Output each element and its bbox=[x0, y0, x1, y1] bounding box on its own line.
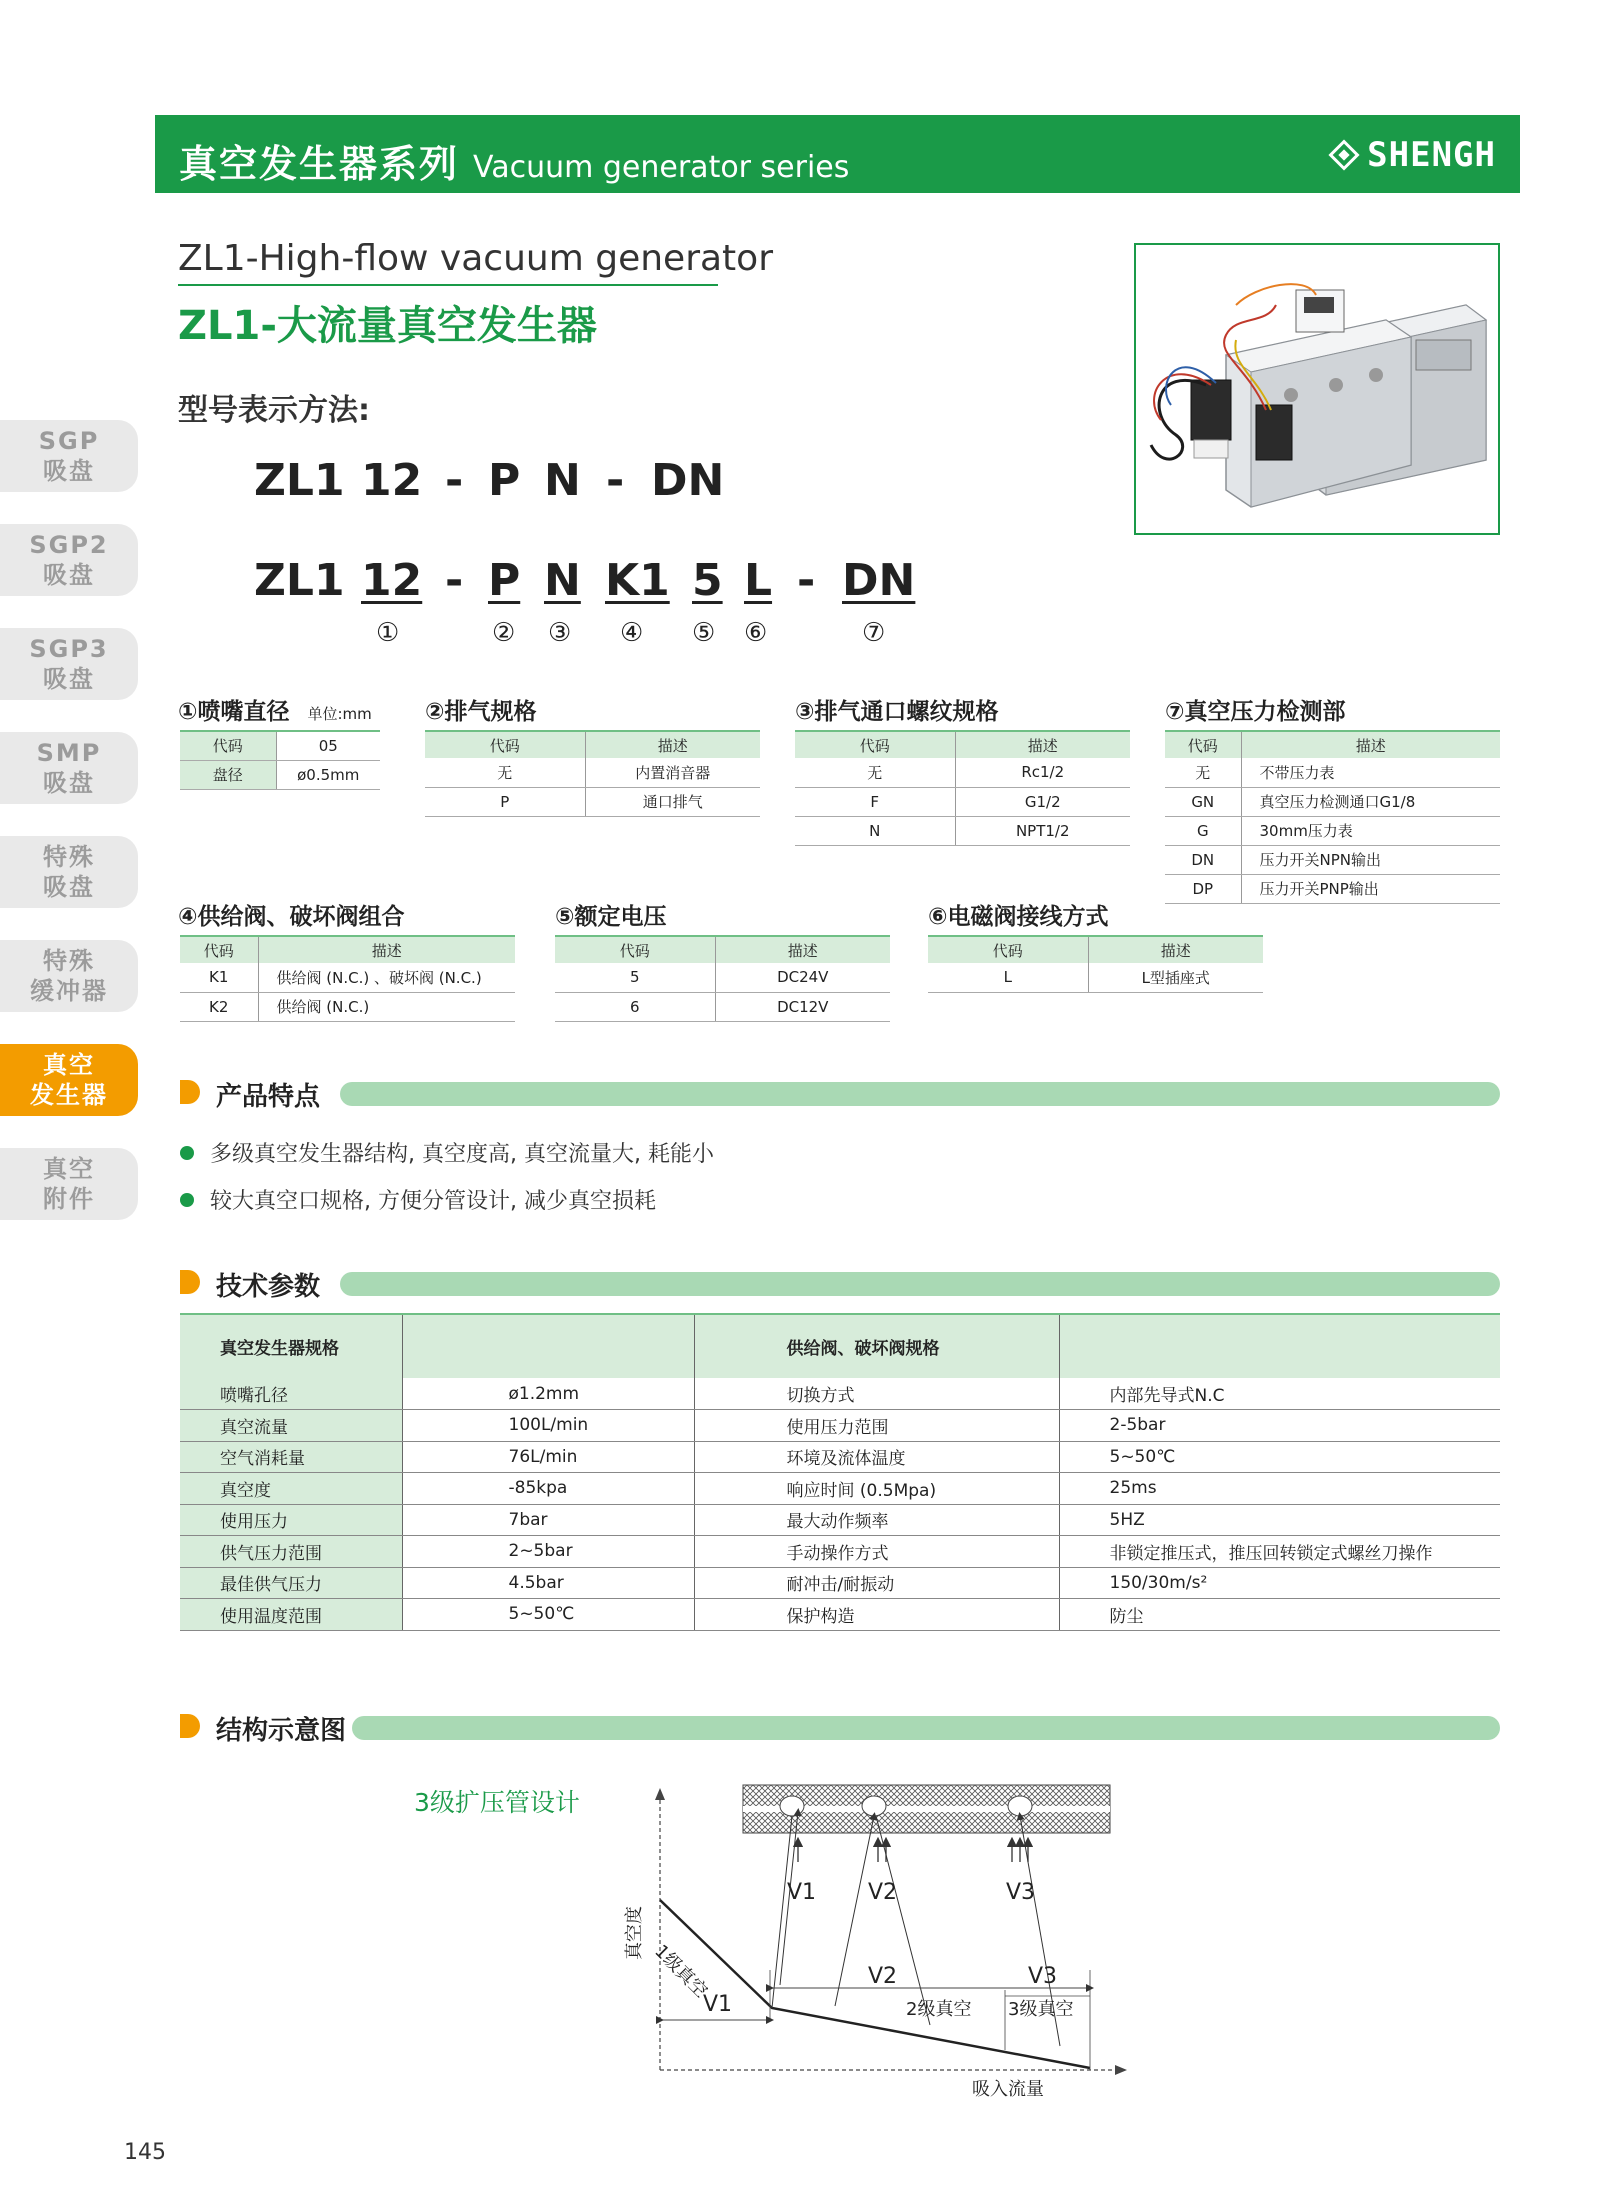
model-code-part: N bbox=[544, 455, 581, 506]
bullet-icon bbox=[180, 1146, 194, 1160]
header-bar bbox=[155, 115, 1520, 193]
section-marker-icon bbox=[180, 1270, 200, 1294]
table-row bbox=[425, 758, 760, 787]
features-title: 产品特点 bbox=[216, 1082, 321, 1112]
sidebar-tab-sgp3[interactable] bbox=[0, 628, 138, 700]
section-pill bbox=[340, 1082, 1500, 1106]
sidebar-tab-line: 缓冲器 bbox=[30, 977, 108, 1005]
table-cell: DC24V bbox=[715, 963, 890, 992]
table-row bbox=[1165, 758, 1500, 787]
table-row bbox=[425, 731, 760, 758]
table-cell: 手动操作方式 bbox=[694, 1536, 1059, 1568]
model-marker: ① bbox=[376, 618, 400, 648]
sidebar-tab-line: 发生器 bbox=[30, 1081, 108, 1109]
product-title-en: ZL1-High-flow vacuum generator bbox=[178, 238, 774, 279]
table-cell: 防尘 bbox=[1059, 1599, 1500, 1631]
table-cell: 通口排气 bbox=[585, 787, 760, 816]
table-header-cell bbox=[1059, 1314, 1500, 1378]
table-row bbox=[1165, 874, 1500, 903]
detect-spec-table bbox=[1165, 730, 1500, 904]
table-cell: 喷嘴孔径 bbox=[180, 1378, 402, 1410]
table-header-cell: 代码 bbox=[928, 936, 1088, 963]
sidebar-tab-line: 真空 bbox=[43, 1051, 95, 1079]
structure-diagram-svg bbox=[600, 1770, 1140, 2100]
brand-diamond-icon bbox=[1329, 139, 1360, 170]
model-code-part: P bbox=[488, 555, 521, 606]
table-header-cell: 供给阀、破坏阀规格 bbox=[694, 1314, 1059, 1378]
table-cell: ø0.5mm bbox=[276, 760, 380, 789]
table-row bbox=[795, 731, 1130, 758]
table-cell: 空气消耗量 bbox=[180, 1441, 402, 1473]
model-marker: ② bbox=[492, 618, 516, 648]
model-marker: ⑤ bbox=[692, 618, 716, 648]
table-cell: 2~5bar bbox=[402, 1536, 694, 1568]
table-row bbox=[180, 1314, 1500, 1378]
model-code-part: K1 bbox=[605, 555, 670, 606]
sidebar-tab-line: SGP3 bbox=[29, 635, 109, 663]
title-underline bbox=[178, 284, 718, 286]
table-cell: 耐冲击/耐振动 bbox=[694, 1567, 1059, 1599]
table-row bbox=[180, 992, 515, 1021]
table-cell: 环境及流体温度 bbox=[694, 1441, 1059, 1473]
model-code-part: ZL1 bbox=[254, 455, 345, 506]
table-cell: 05 bbox=[276, 731, 380, 760]
sidebar-tab-line: 特殊 bbox=[43, 947, 95, 975]
bullet-icon bbox=[180, 1193, 194, 1207]
table-cell: 100L/min bbox=[402, 1410, 694, 1442]
model-code-part: ZL1 bbox=[254, 555, 345, 606]
series-title-en: Vacuum generator series bbox=[473, 150, 850, 185]
feature-text: 较大真空口规格, 方便分管设计, 减少真空损耗 bbox=[210, 1189, 656, 1214]
table-row bbox=[180, 1473, 1500, 1505]
label-v1-top: V1 bbox=[787, 1880, 817, 1905]
label-v1-bottom: V1 bbox=[703, 1992, 733, 2017]
table-header-cell: 描述 bbox=[1088, 936, 1263, 963]
table-cell: L bbox=[928, 963, 1088, 992]
table-row bbox=[555, 992, 890, 1021]
table-cell: 7bar bbox=[402, 1504, 694, 1536]
table-cell: 最佳供气压力 bbox=[180, 1567, 402, 1599]
table-row bbox=[425, 787, 760, 816]
table-cell: G bbox=[1165, 816, 1241, 845]
model-code-part: - bbox=[445, 455, 464, 506]
table-header-cell: 描述 bbox=[955, 731, 1130, 758]
sidebar-tab-sgp[interactable] bbox=[0, 420, 138, 492]
sidebar-tab-special-cup[interactable] bbox=[0, 836, 138, 908]
model-code-part: 12 bbox=[361, 555, 423, 606]
table-row bbox=[180, 963, 515, 992]
sidebar-tab-line: SGP2 bbox=[29, 531, 109, 559]
table-cell: 使用压力 bbox=[180, 1504, 402, 1536]
sidebar-tab-vacuum-accessory[interactable] bbox=[0, 1148, 138, 1220]
table-cell: ø1.2mm bbox=[402, 1378, 694, 1410]
table-cell: NPT1/2 bbox=[955, 816, 1130, 845]
sidebar-tab-smp[interactable] bbox=[0, 732, 138, 804]
section-pill bbox=[340, 1272, 1500, 1296]
product-photo bbox=[1134, 243, 1500, 535]
section-pill bbox=[352, 1716, 1500, 1740]
table-header-cell: 描述 bbox=[258, 936, 515, 963]
table-cell: 保护构造 bbox=[694, 1599, 1059, 1631]
table-cell: DC12V bbox=[715, 992, 890, 1021]
table-cell: 25ms bbox=[1059, 1473, 1500, 1505]
sidebar-tab-special-buffer[interactable] bbox=[0, 940, 138, 1012]
table-header-cell: 描述 bbox=[1241, 731, 1500, 758]
table-cell: 4.5bar bbox=[402, 1567, 694, 1599]
detect-spec-title: ⑦真空压力检测部 bbox=[1165, 699, 1346, 725]
sidebar-tab-line: 吸盘 bbox=[43, 769, 95, 797]
table-cell: P bbox=[425, 787, 585, 816]
model-code-part: DN bbox=[842, 555, 916, 606]
model-code-part: L bbox=[744, 555, 773, 606]
table-row bbox=[180, 1378, 1500, 1410]
series-title-cn: 真空发生器系列 bbox=[179, 142, 460, 186]
label-stage1: 1级真空 bbox=[650, 1940, 712, 2002]
voltage-spec-title: ⑤额定电压 bbox=[555, 904, 667, 930]
feature-item bbox=[180, 1184, 656, 1215]
table-row bbox=[180, 731, 380, 760]
label-stage3: 3级真空 bbox=[1008, 1999, 1074, 2020]
table-cell: 150/30m/s² bbox=[1059, 1567, 1500, 1599]
table-cell: 内部先导式N.C bbox=[1059, 1378, 1500, 1410]
table-cell: 76L/min bbox=[402, 1441, 694, 1473]
voltage-spec-table bbox=[555, 935, 890, 1022]
label-stage2: 2级真空 bbox=[906, 1999, 972, 2020]
table-cell: 非锁定推压式，推压回转锁定式螺丝刀操作 bbox=[1059, 1536, 1500, 1568]
exhaust-spec-title: ②排气规格 bbox=[425, 699, 537, 725]
table-cell: 供气压力范围 bbox=[180, 1536, 402, 1568]
table-cell: Rc1/2 bbox=[955, 758, 1130, 787]
tech-title: 技术参数 bbox=[216, 1272, 321, 1302]
table-cell: 内置消音器 bbox=[585, 758, 760, 787]
table-cell: L型插座式 bbox=[1088, 963, 1263, 992]
table-cell: 真空度 bbox=[180, 1473, 402, 1505]
table-cell: 供给阀 (N.C.) 、破坏阀 (N.C.) bbox=[258, 963, 515, 992]
table-cell: 真空压力检测通口G1/8 bbox=[1241, 787, 1500, 816]
wiring-spec-table bbox=[928, 935, 1263, 993]
table-row bbox=[1165, 731, 1500, 758]
table-cell: 响应时间 (0.5Mpa) bbox=[694, 1473, 1059, 1505]
model-code-part: - bbox=[797, 555, 816, 606]
model-code-part: - bbox=[445, 555, 464, 606]
model-marker: ③ bbox=[548, 618, 572, 648]
model-code-part: P bbox=[488, 455, 521, 506]
brand-logo bbox=[1333, 135, 1496, 175]
table-cell: -85kpa bbox=[402, 1473, 694, 1505]
sidebar-tab-vacuum-generator[interactable] bbox=[0, 1044, 138, 1116]
table-cell: 5~50℃ bbox=[1059, 1441, 1500, 1473]
table-cell: 压力开关PNP输出 bbox=[1241, 874, 1500, 903]
sidebar-tab-line: 附件 bbox=[43, 1185, 95, 1213]
table-row bbox=[795, 758, 1130, 787]
table-row bbox=[928, 936, 1263, 963]
table-cell: DN bbox=[1165, 845, 1241, 874]
sidebar-tab-line: 吸盘 bbox=[43, 561, 95, 589]
tech-params-table bbox=[180, 1313, 1500, 1631]
series-title bbox=[179, 133, 849, 188]
sidebar-tab-sgp2[interactable] bbox=[0, 524, 138, 596]
label-v2-bottom: V2 bbox=[868, 1964, 898, 1989]
sidebar-tab-line: 吸盘 bbox=[43, 873, 95, 901]
label-v2-top: V2 bbox=[868, 1880, 898, 1905]
table-cell: 6 bbox=[555, 992, 715, 1021]
sidebar-tab-line: 吸盘 bbox=[43, 665, 95, 693]
table-row bbox=[555, 936, 890, 963]
table-row bbox=[180, 1599, 1500, 1631]
model-code-part: DN bbox=[651, 455, 725, 506]
table-cell: 使用温度范围 bbox=[180, 1599, 402, 1631]
table-cell: 代码 bbox=[180, 731, 276, 760]
table-row bbox=[180, 1410, 1500, 1442]
table-row bbox=[555, 963, 890, 992]
model-marker: ⑦ bbox=[862, 618, 886, 648]
table-row bbox=[180, 1536, 1500, 1568]
feature-text: 多级真空发生器结构, 真空度高, 真空流量大, 耗能小 bbox=[210, 1142, 714, 1167]
table-cell: GN bbox=[1165, 787, 1241, 816]
table-cell: 真空流量 bbox=[180, 1410, 402, 1442]
table-cell: 切换方式 bbox=[694, 1378, 1059, 1410]
table-cell: 30mm压力表 bbox=[1241, 816, 1500, 845]
nozzle-spec-unit: 单位:mm bbox=[307, 705, 372, 723]
model-code-part: N bbox=[544, 555, 581, 606]
table-header-cell: 描述 bbox=[715, 936, 890, 963]
table-header-cell bbox=[402, 1314, 694, 1378]
nozzle-spec-title-text: ①喷嘴直径 bbox=[178, 699, 290, 725]
table-cell: F bbox=[795, 787, 955, 816]
model-marker: ⑥ bbox=[744, 618, 768, 648]
y-axis-label: 真空度 bbox=[624, 1906, 645, 1960]
section-marker-icon bbox=[180, 1714, 200, 1738]
table-header-cell: 代码 bbox=[555, 936, 715, 963]
structure-diagram bbox=[600, 1770, 1140, 2104]
table-row bbox=[180, 1567, 1500, 1599]
table-cell: 压力开关NPN输出 bbox=[1241, 845, 1500, 874]
table-header-cell: 代码 bbox=[180, 936, 258, 963]
table-cell: 无 bbox=[425, 758, 585, 787]
valve-spec-table bbox=[180, 935, 515, 1022]
table-header-cell: 真空发生器规格 bbox=[180, 1314, 402, 1378]
wiring-spec-title: ⑥电磁阀接线方式 bbox=[928, 904, 1109, 930]
valve-spec-title: ④供给阀、破坏阀组合 bbox=[178, 904, 405, 930]
table-cell: 2-5bar bbox=[1059, 1410, 1500, 1442]
table-cell: 最大动作频率 bbox=[694, 1504, 1059, 1536]
table-row bbox=[795, 816, 1130, 845]
table-cell: N bbox=[795, 816, 955, 845]
table-row bbox=[180, 1504, 1500, 1536]
product-title-cn: ZL1-大流量真空发生器 bbox=[178, 303, 597, 349]
sidebar-tab-line: 特殊 bbox=[43, 843, 95, 871]
thread-spec-table bbox=[795, 730, 1130, 846]
table-cell: G1/2 bbox=[955, 787, 1130, 816]
table-row bbox=[180, 760, 380, 789]
model-label: 型号表示方法: bbox=[178, 393, 370, 428]
table-cell: 5HZ bbox=[1059, 1504, 1500, 1536]
table-row bbox=[1165, 816, 1500, 845]
product-illustration bbox=[1136, 245, 1500, 535]
x-axis-label: 吸入流量 bbox=[972, 2079, 1044, 2100]
table-cell: 不带压力表 bbox=[1241, 758, 1500, 787]
sidebar-tab-line: SGP bbox=[38, 427, 100, 455]
brand-name: SHENGH bbox=[1367, 135, 1496, 175]
table-cell: K1 bbox=[180, 963, 258, 992]
table-cell: 使用压力范围 bbox=[694, 1410, 1059, 1442]
diagram-caption: 3级扩压管设计 bbox=[414, 1788, 580, 1817]
tech-section-header bbox=[180, 1268, 1500, 1302]
model-code-part: 5 bbox=[692, 555, 723, 606]
table-header-cell: 描述 bbox=[585, 731, 760, 758]
table-header-cell: 代码 bbox=[795, 731, 955, 758]
structure-title: 结构示意图 bbox=[216, 1716, 347, 1746]
table-row bbox=[795, 787, 1130, 816]
page-number: 145 bbox=[124, 2140, 166, 2165]
model-marker: ④ bbox=[620, 618, 644, 648]
table-cell: DP bbox=[1165, 874, 1241, 903]
table-row bbox=[180, 1441, 1500, 1473]
table-cell: 无 bbox=[795, 758, 955, 787]
label-v3-bottom: V3 bbox=[1028, 1964, 1058, 1989]
table-cell: 5 bbox=[555, 963, 715, 992]
table-row bbox=[1165, 845, 1500, 874]
model-code-part: - bbox=[606, 455, 625, 506]
table-row bbox=[1165, 787, 1500, 816]
model-code-part: 12 bbox=[361, 455, 423, 506]
section-marker-icon bbox=[180, 1080, 200, 1104]
table-cell: 无 bbox=[1165, 758, 1241, 787]
sidebar-tab-line: 真空 bbox=[43, 1155, 95, 1183]
table-cell: 5~50℃ bbox=[402, 1599, 694, 1631]
sidebar-tab-line: SMP bbox=[36, 739, 102, 767]
features-section-header bbox=[180, 1078, 1500, 1112]
structure-section-header bbox=[180, 1712, 1500, 1746]
table-row bbox=[928, 963, 1263, 992]
exhaust-spec-table bbox=[425, 730, 760, 817]
nozzle-spec-title bbox=[178, 693, 372, 726]
label-v3-top: V3 bbox=[1006, 1880, 1036, 1905]
thread-spec-title: ③排气通口螺纹规格 bbox=[795, 699, 999, 725]
table-header-cell: 代码 bbox=[425, 731, 585, 758]
feature-item bbox=[180, 1137, 714, 1168]
sidebar-tab-line: 吸盘 bbox=[43, 457, 95, 485]
table-cell: K2 bbox=[180, 992, 258, 1021]
table-cell: 盘径 bbox=[180, 760, 276, 789]
nozzle-spec-table bbox=[180, 730, 380, 790]
table-row bbox=[180, 936, 515, 963]
table-header-cell: 代码 bbox=[1165, 731, 1241, 758]
table-cell: 供给阀 (N.C.) bbox=[258, 992, 515, 1021]
